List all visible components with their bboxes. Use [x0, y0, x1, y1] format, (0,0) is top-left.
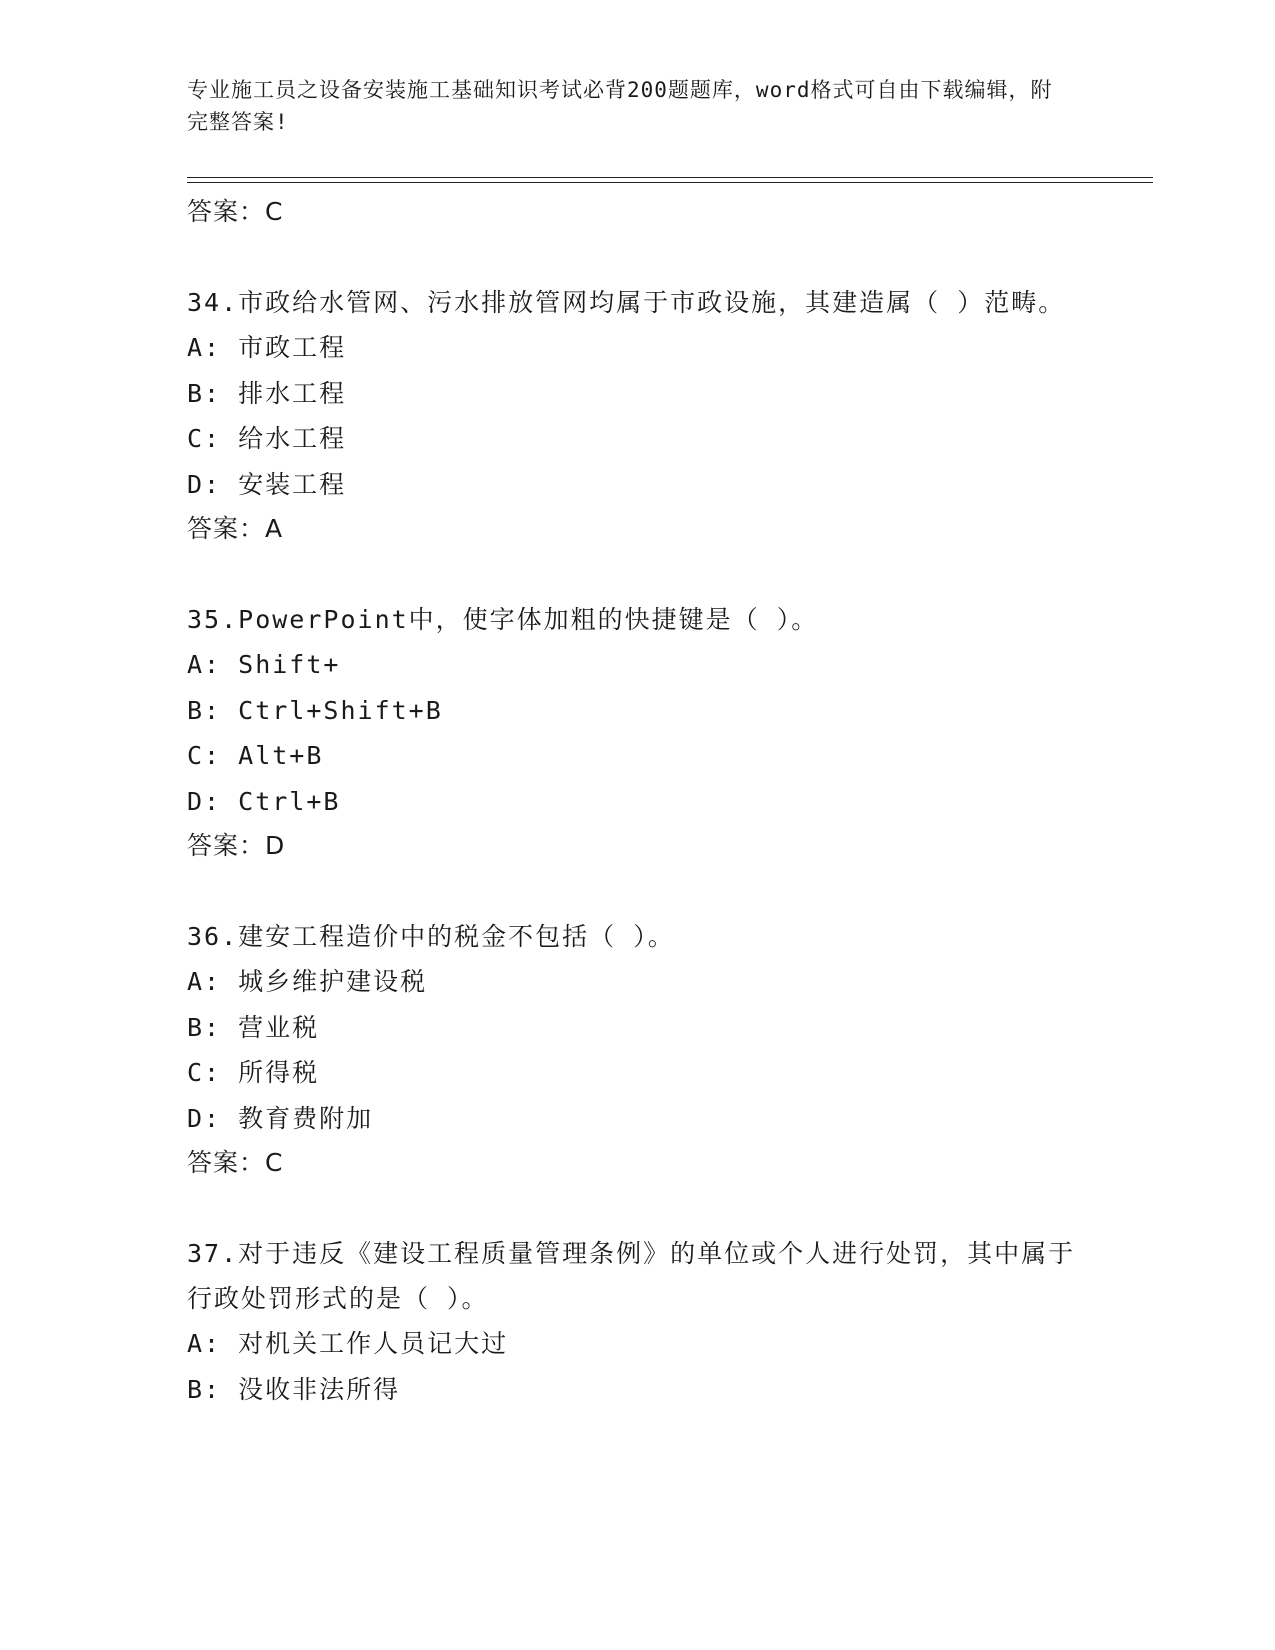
option-d: D: 教育费附加	[187, 1103, 374, 1133]
option-b: B: Ctrl+Shift+B	[187, 695, 443, 725]
question-stem: 34.市政给水管网、污水排放管网均属于市政设施，其建造属（ ）范畴。	[187, 288, 1066, 317]
option-b: B: 营业税	[187, 1012, 320, 1042]
option-c: C: 所得税	[187, 1058, 320, 1087]
option-c: C: Alt+B	[187, 741, 324, 770]
question-36	[187, 914, 1087, 1185]
option-b: B: 排水工程	[187, 378, 347, 408]
document-header: 专业施工员之设备安装施工基础知识考试必背200题题库，word格式可自由下载编辑，附完整答案!	[187, 78, 1053, 134]
option-d: D: Ctrl+B	[187, 786, 341, 816]
question-stem: 37.对于违反《建设工程质量管理条例》的单位或个人进行处罚，其中属于行政处罚形式的是（ ）。	[187, 1239, 1076, 1313]
answer: 答案：C	[187, 1148, 284, 1177]
option-a: A: 对机关工作人员记大过	[187, 1329, 509, 1358]
option-a: A: Shift+	[187, 650, 341, 679]
header-rule-bottom	[187, 182, 1153, 183]
option-a: A: 城乡维护建设税	[187, 967, 428, 996]
question-stem: 36.建安工程造价中的税金不包括（ ）。	[187, 922, 675, 951]
option-a: A: 市政工程	[187, 333, 347, 362]
option-c: C: 给水工程	[187, 424, 347, 453]
question-stem: 35.PowerPoint中，使字体加粗的快捷键是（ ）。	[187, 605, 819, 634]
question-37	[187, 1231, 1087, 1412]
answer-33: 答案：C	[187, 197, 284, 226]
question-35	[187, 597, 1087, 868]
question-list	[187, 190, 1087, 1412]
question-34	[187, 280, 1087, 551]
option-b: B: 没收非法所得	[187, 1374, 401, 1404]
header-rule-top	[187, 177, 1153, 178]
option-d: D: 安装工程	[187, 469, 347, 499]
answer: 答案：D	[187, 831, 286, 860]
answer: 答案：A	[187, 514, 284, 543]
